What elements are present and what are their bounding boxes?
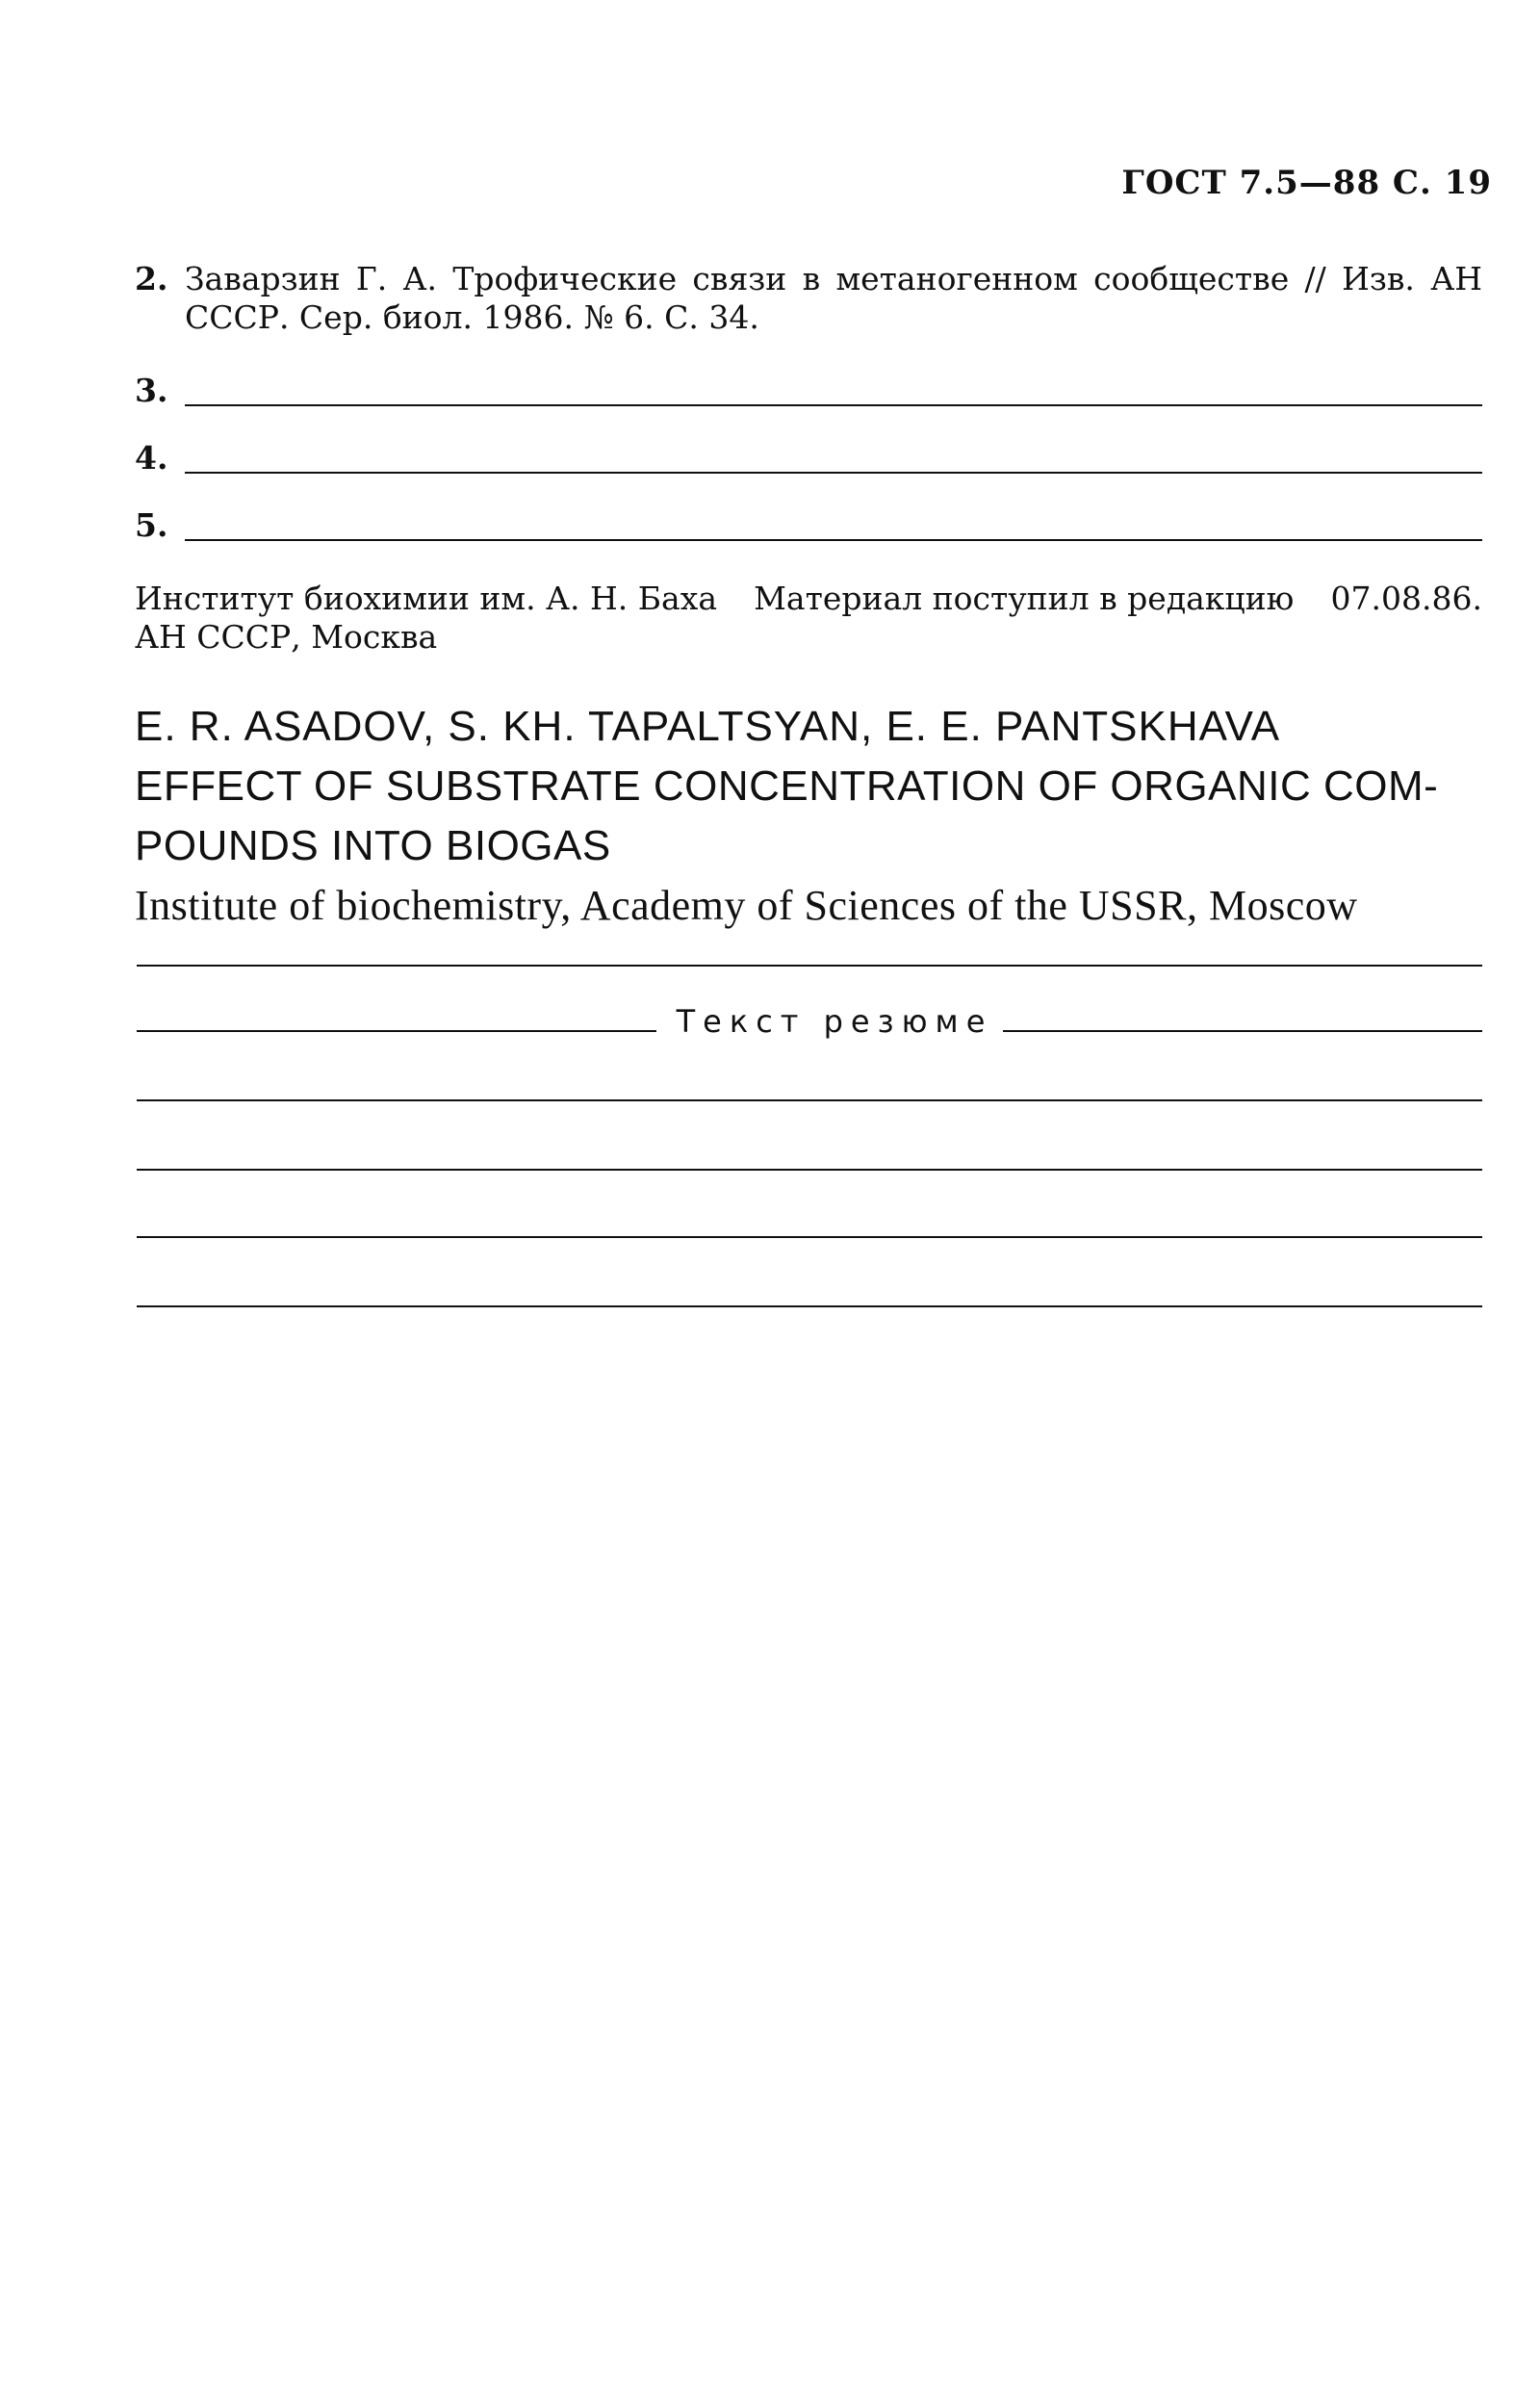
reference-number: 2.	[135, 260, 168, 297]
institution-location: АН СССР, Москва	[135, 618, 438, 656]
reference-blank-item	[135, 439, 1482, 481]
reference-number: 3.	[135, 372, 168, 409]
resume-heading-row	[137, 1003, 1482, 1042]
received-label: Материал поступил в редакцию	[754, 580, 1295, 617]
resume-rule	[137, 1305, 1482, 1307]
abstract-title-line-2: POUNDS INTO BIOGAS	[135, 822, 611, 869]
reference-blank-item	[135, 506, 1482, 549]
resume-rule	[137, 1236, 1482, 1238]
reference-number: 4.	[135, 439, 168, 477]
page-header: ГОСТ 7.5—88 С. 19	[1121, 164, 1492, 202]
resume-label: Текст резюме	[676, 1003, 993, 1040]
blank-rule	[185, 404, 1482, 406]
abstract-title-line-1: EFFECT OF SUBSTRATE CONCENTRATION OF ORGANIC COM-	[135, 762, 1439, 810]
reference-blank-item	[135, 372, 1482, 414]
resume-rule	[137, 1099, 1482, 1101]
reference-number: 5.	[135, 506, 168, 544]
received-date: 07.08.86.	[1330, 580, 1482, 617]
reference-text-line-1: Заварзин Г. А. Трофические связи в метаногенном сообществе // Изв. АН	[185, 260, 1482, 297]
institution-block	[135, 580, 1482, 657]
blank-rule	[185, 539, 1482, 541]
institution-name: Институт биохимии им. А. Н. Баха	[135, 580, 717, 617]
resume-rule	[137, 965, 1482, 967]
english-abstract	[135, 697, 1482, 936]
resume-rule-left	[137, 1030, 656, 1032]
abstract-affiliation: Institute of biochemistry, Academy of Sciences of the USSR, Moscow	[135, 882, 1358, 929]
resume-rule	[137, 1169, 1482, 1171]
abstract-authors: E. R. ASADOV, S. KH. TAPALTSYAN, E. E. PANTSKHAVA	[135, 703, 1281, 750]
reference-item	[135, 260, 1482, 337]
blank-rule	[185, 472, 1482, 474]
reference-text-line-2: СССР. Сер. биол. 1986. № 6. С. 34.	[185, 298, 759, 336]
resume-rule-right	[1003, 1030, 1482, 1032]
